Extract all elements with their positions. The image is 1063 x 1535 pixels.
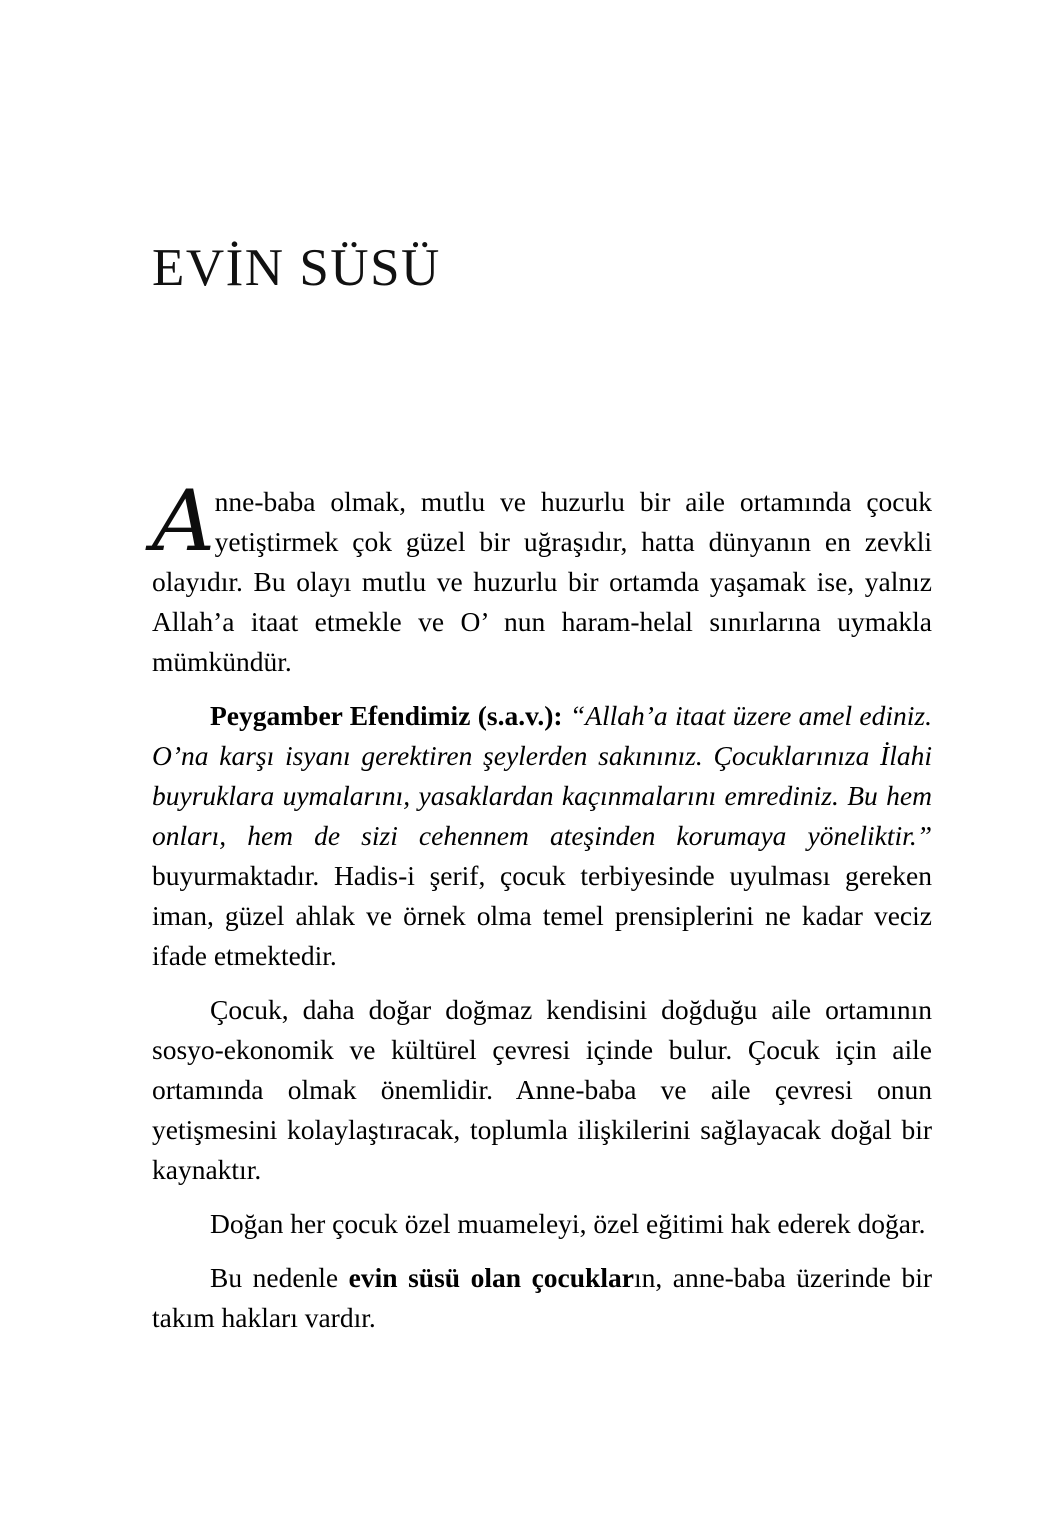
- paragraph-2-tail: buyurmaktadır. Hadis-i şerif, çocuk terbiyesinde uyulması gereken iman, güzel ahlak ve örnek olma temel prensiplerini ne kadar veciz ifade etmektedir.: [152, 860, 932, 971]
- paragraph-5: [152, 1258, 932, 1338]
- paragraph-4-text: Doğan her çocuk özel muameleyi, özel eğitimi hak ederek doğar.: [210, 1208, 926, 1239]
- paragraph-5-tail: ın, anne-baba üzerinde bir takım hakları vardır.: [152, 1262, 932, 1333]
- paragraph-4: [152, 1204, 932, 1244]
- paragraph-5-lead: Bu nedenle: [210, 1262, 349, 1293]
- paragraph-3: [152, 990, 932, 1190]
- page-title: EVİN SÜSÜ: [152, 238, 441, 297]
- hadith-attribution: Peygamber Efendimiz (s.a.v.):: [210, 700, 563, 731]
- paragraph-1: [152, 472, 932, 682]
- body-text-column: [152, 472, 932, 1338]
- hadith-quote: “Allah’a itaat üzere amel ediniz. O’na karşı isyanı gerektiren şeylerden sakınınız. Çocuklarınıza İlahi buyruklara uymalarını, yasaklardan kaçınmalarını emrediniz. Bu hem onları, hem de sizi cehennem ateşinden korumaya yöneliktir.”: [152, 700, 932, 851]
- emphasised-phrase: evin süsü olan çocuklar: [348, 1262, 634, 1293]
- paragraph-2: [152, 696, 932, 976]
- paragraph-3-text: Çocuk, daha doğar doğmaz kendisini doğduğu aile ortamının sosyo-ekonomik ve kültürel çevresi içinde bulur. Çocuk için aile ortamında olmak önemlidir. Anne-baba ve aile çevresi onun yetişmesini kolaylaştıracak, toplumla ilişkilerini sağlayacak doğal bir kaynaktır.: [152, 994, 932, 1185]
- paragraph-1-text: nne-baba olmak, mutlu ve huzurlu bir aile ortamında çocuk yetiştirmek çok güzel bir uğraşıdır, hatta dünyanın en zevkli olayıdır. Bu olayı mutlu ve huzurlu bir ortamda yaşamak ise, yalnız Allah’a itaat etmekle ve O’ nun haram-helal sınırlarına uymakla mümkündür.: [152, 486, 932, 677]
- drop-cap-letter: A: [152, 472, 216, 570]
